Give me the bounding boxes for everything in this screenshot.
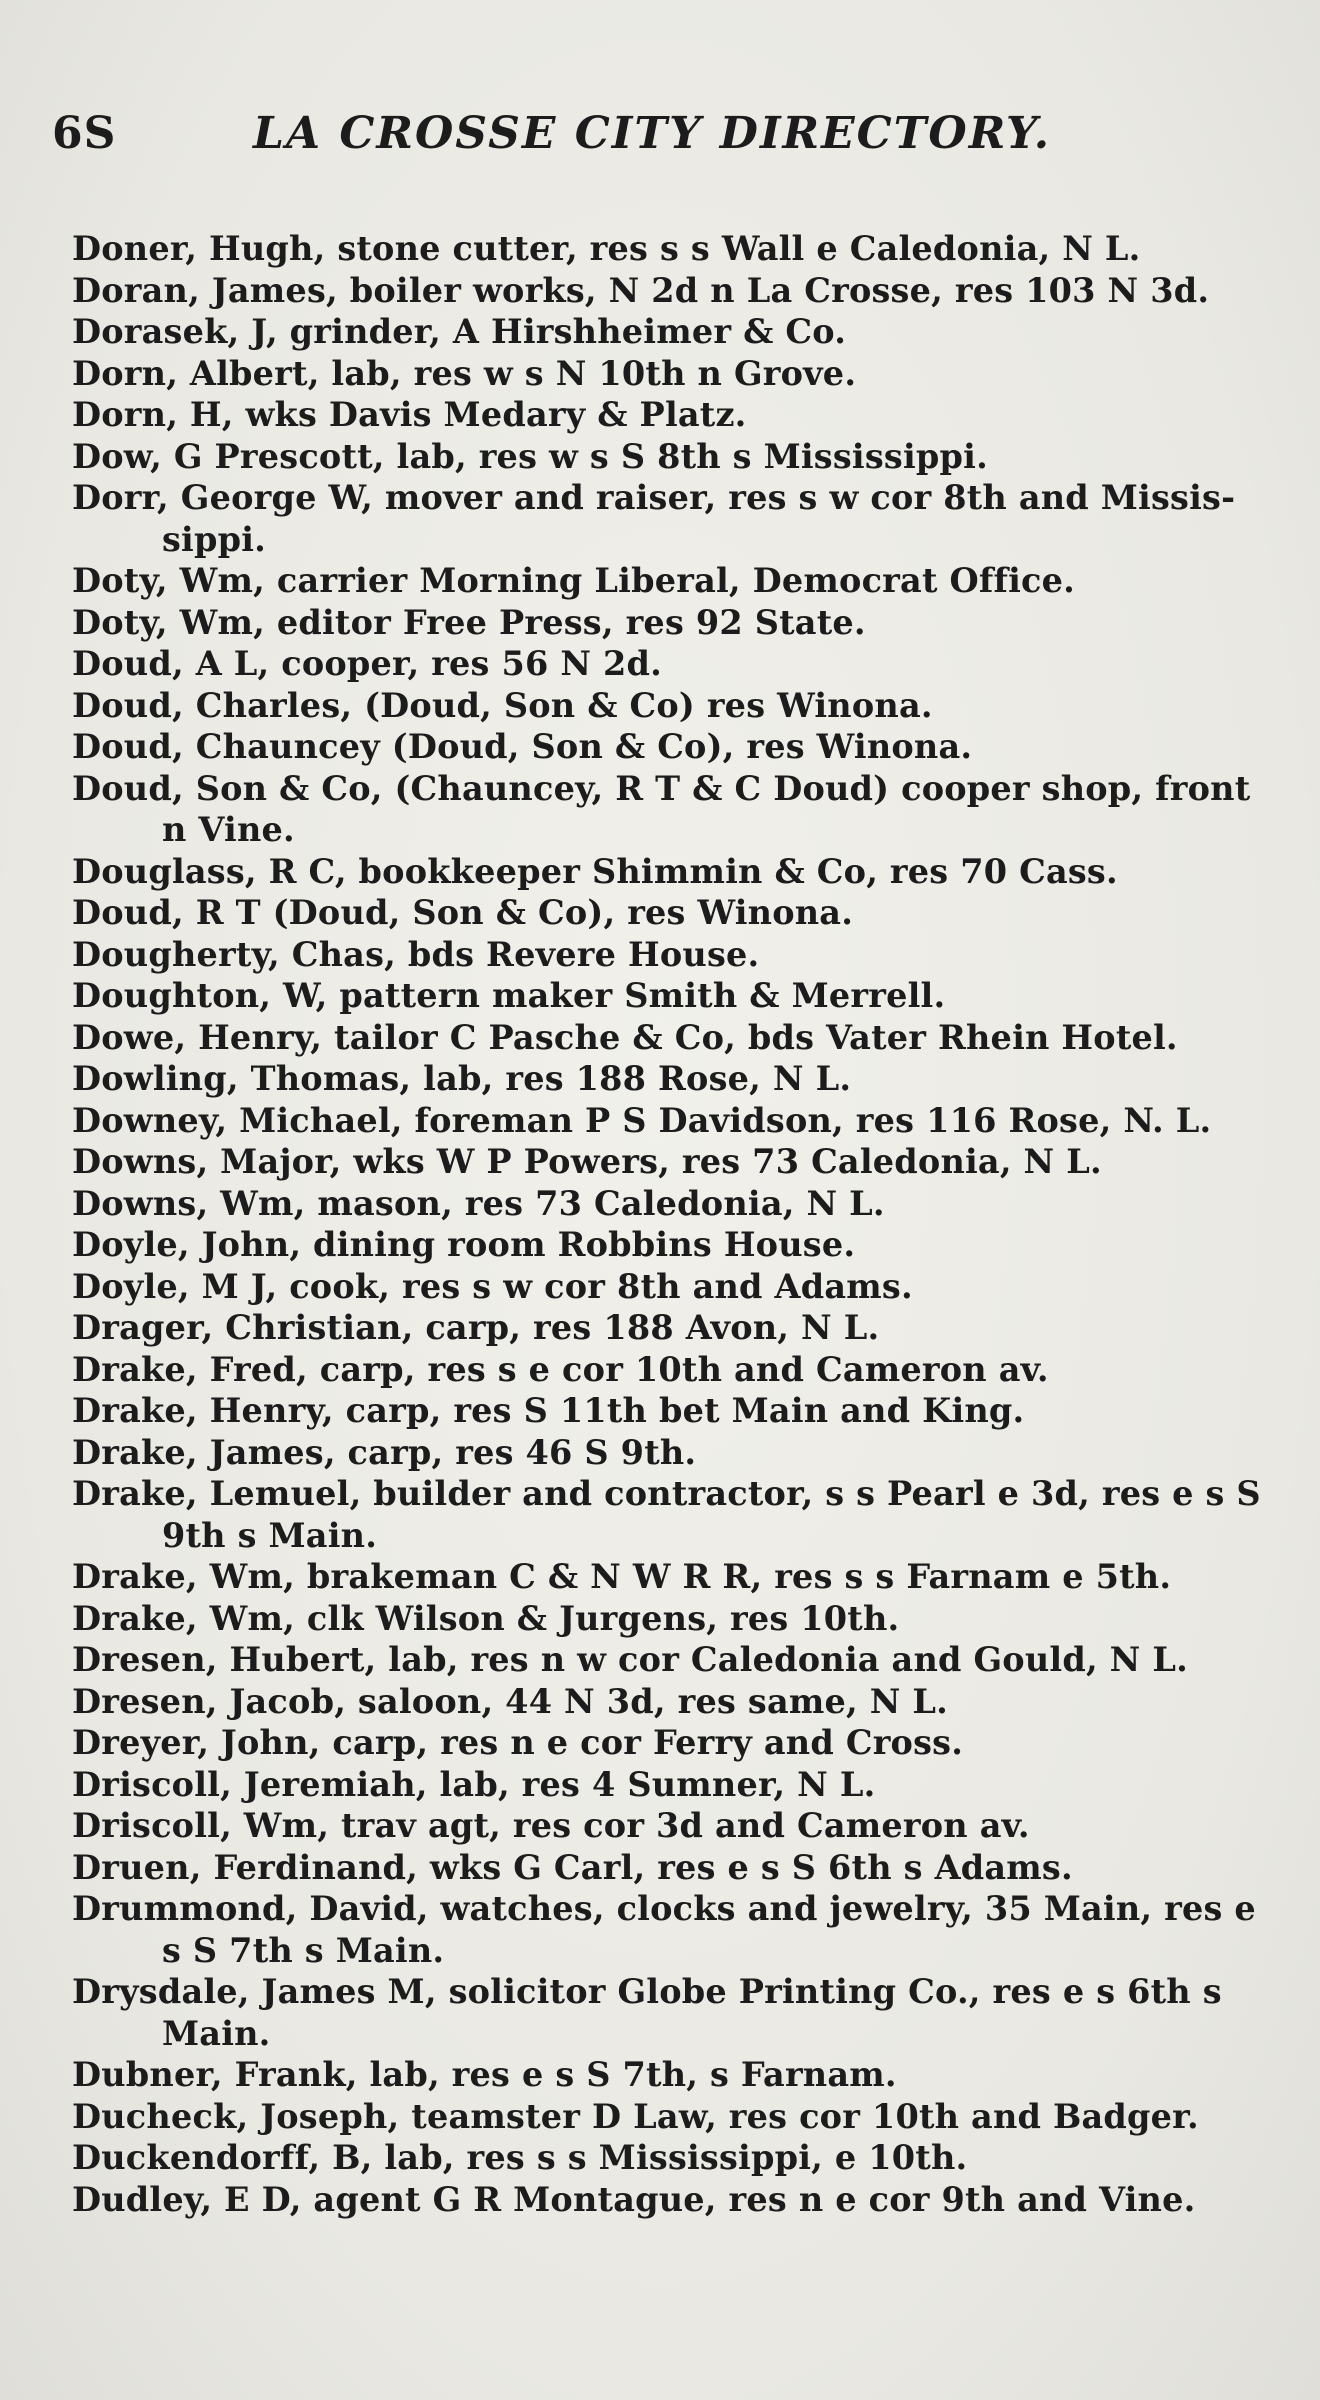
directory-entry (72, 1888, 1256, 1971)
directory-entry (72, 685, 1252, 727)
directory-entry (72, 726, 1252, 768)
directory-entry (72, 1141, 1252, 1183)
entry-text: Dow, G Prescott, lab, res w s S 8th s Mississippi. (72, 436, 988, 476)
entry-text: Ducheck, Joseph, teamster D Law, res cor 10th and Badger. (72, 2096, 1199, 2136)
entry-text: Dresen, Jacob, saloon, 44 N 3d, res same, N L. (72, 1681, 949, 1721)
directory-entry (72, 1390, 1252, 1432)
directory-entry (72, 1266, 1252, 1308)
entry-text: Druen, Ferdinand, wks G Carl, res e s S 6th s Adams. (72, 1847, 1073, 1887)
directory-entry (72, 2096, 1252, 2138)
entry-text: Dubner, Frank, lab, res e s S 7th, s Farnam. (72, 2055, 897, 2094)
directory-entry (72, 436, 1252, 478)
entry-text: Doud, Charles, (Doud, Son & Co) res Winona. (72, 685, 933, 725)
entry-text: Douglass, R C, bookkeeper Shimmin & Co, res 70 Cass. (72, 851, 1118, 891)
entry-text: Duckendorff, B, lab, res s s Mississippi, e 10th. (72, 2138, 968, 2177)
entry-text: Doud, Son & Co, (Chauncey, R T & C Doud) cooper shop, front (72, 768, 1251, 808)
directory-entry (72, 1639, 1252, 1681)
directory-entry (72, 851, 1252, 893)
entry-text: Driscoll, Wm, trav agt, res cor 3d and Cameron av. (72, 1806, 1030, 1845)
entry-continuation: Main. (162, 2013, 271, 2053)
entry-text: Doty, Wm, carrier Morning Liberal, Democrat Office. (72, 561, 1075, 600)
entry-text: Drake, Wm, clk Wilson & Jurgens, res 10th. (72, 1598, 900, 1638)
directory-entry (72, 975, 1252, 1017)
directory-entry (72, 1224, 1252, 1266)
entry-text: Doran, James, boiler works, N 2d n La Crosse, res 103 N 3d. (72, 270, 1210, 310)
entry-text: Drager, Christian, carp, res 188 Avon, N L. (72, 1308, 880, 1347)
entry-text: Dougherty, Chas, bds Revere House. (72, 934, 760, 974)
directory-entry (72, 602, 1252, 644)
directory-entry (72, 560, 1252, 602)
directory-entry (72, 353, 1252, 395)
directory-entry (72, 1058, 1252, 1100)
directory-entry (72, 2137, 1252, 2179)
directory-entry (72, 1307, 1252, 1349)
entry-text: Drake, Henry, carp, res S 11th bet Main and King. (72, 1391, 1025, 1430)
entry-text: Downey, Michael, foreman P S Davidson, res 116 Rose, N. L. (72, 1100, 1212, 1140)
directory-entry (72, 1100, 1252, 1142)
directory-entry (72, 394, 1252, 436)
entry-text: Drake, James, carp, res 46 S 9th. (72, 1432, 697, 1472)
directory-entry (72, 1764, 1252, 1806)
directory-entry (72, 1349, 1252, 1391)
directory-entry (72, 934, 1252, 976)
entry-text: Doud, Chauncey (Doud, Son & Co), res Winona. (72, 727, 973, 766)
directory-listing (72, 228, 1261, 2220)
directory-entry (72, 892, 1252, 934)
entry-text: Dorn, H, wks Davis Medary & Platz. (72, 395, 747, 434)
entry-text: Dudley, E D, agent G R Montague, res n e cor 9th and Vine. (72, 2179, 1196, 2219)
directory-entry (72, 1847, 1252, 1889)
entry-text: Doud, R T (Doud, Son & Co), res Winona. (72, 893, 854, 932)
running-title: LA CROSSE CITY DIRECTORY. (252, 108, 1052, 159)
entry-text: Drummond, David, watches, clocks and jewelry, 35 Main, res e (72, 1889, 1256, 1928)
entry-text: Driscoll, Jeremiah, lab, res 4 Sumner, N L. (72, 1764, 876, 1804)
directory-entry (72, 1681, 1252, 1723)
entry-text: Doughton, W, pattern maker Smith & Merrell. (72, 976, 946, 1015)
directory-entry (72, 2054, 1252, 2096)
entry-text: Doud, A L, cooper, res 56 N 2d. (72, 644, 663, 683)
directory-entry (72, 768, 1252, 851)
entry-text: Doyle, M J, cook, res s w cor 8th and Adams. (72, 1266, 913, 1306)
entry-text: Dowling, Thomas, lab, res 188 Rose, N L. (72, 1059, 852, 1098)
directory-entry (72, 1598, 1252, 1640)
directory-entry (72, 2179, 1252, 2221)
entry-text: Dresen, Hubert, lab, res n w cor Caledonia and Gould, N L. (72, 1640, 1188, 1679)
directory-entry (72, 1432, 1252, 1474)
directory-entry (72, 1722, 1252, 1764)
directory-entry (72, 1556, 1252, 1598)
entry-text: Doner, Hugh, stone cutter, res s s Wall e Caledonia, N L. (72, 229, 1141, 268)
directory-entry (72, 1017, 1252, 1059)
entry-text: Downs, Major, wks W P Powers, res 73 Caledonia, N L. (72, 1142, 1102, 1181)
entry-continuation: 9th s Main. (162, 1515, 378, 1555)
entry-text: Drake, Wm, brakeman C & N W R R, res s s Farnam e 5th. (72, 1557, 1172, 1596)
directory-entry (72, 1971, 1252, 2054)
entry-continuation: n Vine. (162, 810, 295, 849)
entry-text: Dorn, Albert, lab, res w s N 10th n Grove. (72, 353, 857, 393)
directory-entry (72, 1805, 1252, 1847)
page-number: 6S (52, 108, 117, 159)
directory-entry (72, 1473, 1261, 1556)
directory-entry (72, 228, 1252, 270)
entry-text: Downs, Wm, mason, res 73 Caledonia, N L. (72, 1183, 885, 1223)
directory-entry (72, 1183, 1252, 1225)
page-header (52, 108, 1252, 178)
directory-entry (72, 311, 1252, 353)
entry-text: Doty, Wm, editor Free Press, res 92 State. (72, 602, 866, 642)
entry-text: Drake, Lemuel, builder and contractor, s s Pearl e 3d, res e s S (72, 1474, 1261, 1513)
directory-entry (72, 477, 1252, 560)
entry-text: Dreyer, John, carp, res n e cor Ferry and Cross. (72, 1723, 964, 1762)
entry-text: Drake, Fred, carp, res s e cor 10th and Cameron av. (72, 1349, 1049, 1389)
directory-entry (72, 643, 1252, 685)
entry-text: Dowe, Henry, tailor C Pasche & Co, bds Vater Rhein Hotel. (72, 1017, 1178, 1057)
entry-continuation: s S 7th s Main. (162, 1930, 445, 1970)
entry-continuation: sippi. (162, 519, 267, 559)
entry-text: Dorr, George W, mover and raiser, res s w cor 8th and Missis- (72, 478, 1236, 517)
entry-text: Doyle, John, dining room Robbins House. (72, 1225, 856, 1264)
entry-text: Dorasek, J, grinder, A Hirshheimer & Co. (72, 312, 847, 351)
directory-entry (72, 270, 1252, 312)
entry-text: Drysdale, James M, solicitor Globe Printing Co., res e s 6th s (72, 1972, 1222, 2011)
